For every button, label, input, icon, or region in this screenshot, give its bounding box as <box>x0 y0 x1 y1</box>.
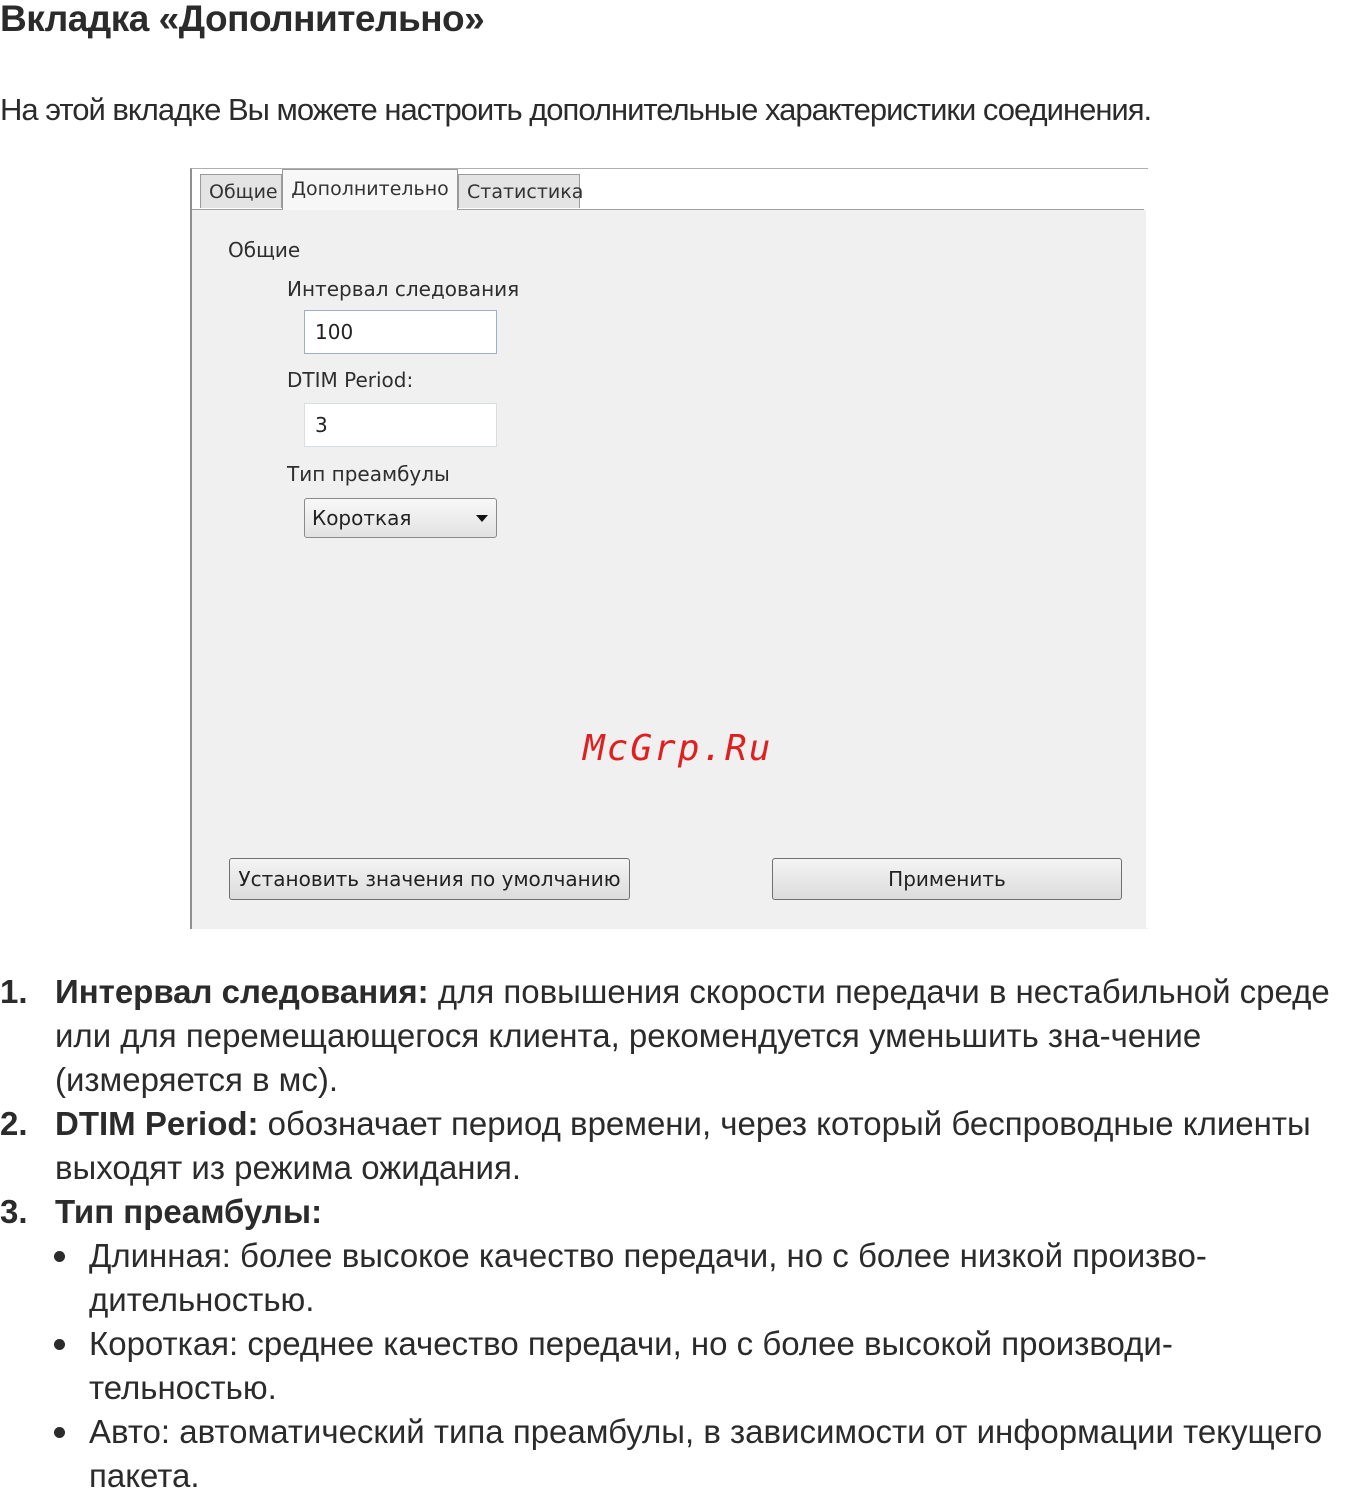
beacon-interval-input[interactable] <box>304 310 497 354</box>
page-title: Вкладка «Дополнительно» <box>0 0 485 39</box>
advanced-panel <box>204 210 1146 928</box>
tab-advanced[interactable]: Дополнительно <box>282 169 458 210</box>
bullet-text: Длинная: более высокое качество передачи, но с более низкой произво-дительностью. <box>89 1237 1207 1318</box>
beacon-interval-label: Интервал следования <box>287 277 520 301</box>
watermark: McGrp.Ru <box>583 728 773 769</box>
list-item <box>0 1102 1353 1190</box>
list-item <box>89 1410 1353 1498</box>
preamble-options-list <box>0 1234 1353 1498</box>
notes-list <box>0 970 1353 1498</box>
bullet-icon <box>54 1251 65 1262</box>
apply-button[interactable]: Применить <box>772 858 1122 900</box>
intro-text: На этой вкладке Вы можете настроить дополнительные характеристики соединения. <box>0 92 1152 127</box>
preamble-type-value: Короткая <box>312 506 412 530</box>
list-item <box>0 970 1353 1102</box>
item-number: 2. <box>0 1105 28 1142</box>
bullet-icon <box>54 1339 65 1350</box>
bullet-text: Короткая: среднее качество передачи, но с более высокой производи-тельностью. <box>89 1325 1173 1406</box>
preamble-type-select[interactable] <box>304 498 497 538</box>
tab-general[interactable]: Общие <box>200 174 282 208</box>
list-item <box>0 1190 1353 1234</box>
list-item <box>89 1322 1353 1410</box>
tab-statistics[interactable]: Статистика <box>458 174 580 208</box>
item-text: обозначает период времени, через который беспроводные клиенты выходят из режима ожидания. <box>55 1105 1311 1186</box>
item-term: DTIM Period: <box>55 1105 259 1142</box>
preamble-type-label: Тип преамбулы <box>287 462 450 486</box>
item-term: Интервал следования: <box>55 973 429 1010</box>
settings-dialog <box>190 168 1148 929</box>
list-item <box>89 1234 1353 1322</box>
group-label: Общие <box>228 238 301 262</box>
item-number: 3. <box>0 1193 28 1230</box>
item-term: Тип преамбулы: <box>55 1193 323 1230</box>
bullet-text: Авто: автоматический типа преамбулы, в зависимости от информации текущего пакета. <box>89 1413 1323 1494</box>
restore-defaults-button[interactable]: Установить значения по умолчанию <box>229 858 630 900</box>
bullet-icon <box>54 1427 65 1438</box>
item-text: для повышения скорости передачи в нестабильной среде или для перемещающегося клиента, рекомендуется уменьшить зна-чение (измеряется в мс). <box>55 973 1330 1098</box>
dtim-period-label: DTIM Period: <box>287 368 414 392</box>
tab-bar <box>192 169 1148 210</box>
item-number: 1. <box>0 973 28 1010</box>
dtim-period-input[interactable] <box>304 403 497 447</box>
chevron-down-icon <box>476 515 488 522</box>
